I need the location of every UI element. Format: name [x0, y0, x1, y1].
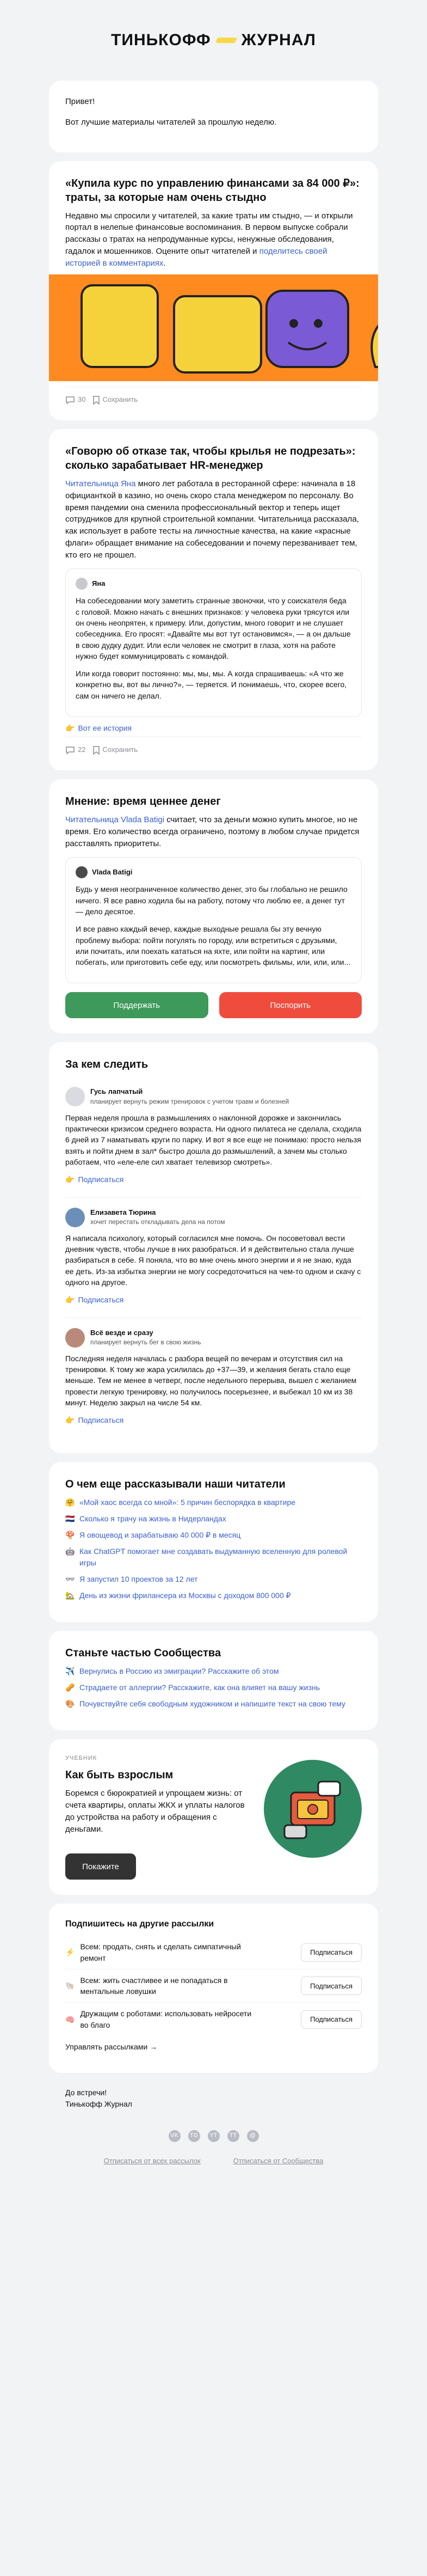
header-logo[interactable]: [0, 0, 427, 81]
subscribe-button[interactable]: Подписаться: [301, 1977, 362, 1995]
shell-icon: 🐚: [65, 1981, 75, 1990]
newsletter-row: [65, 2002, 362, 2036]
follow-name[interactable]: Всё везде и сразу: [90, 1328, 153, 1337]
subscribe-title: Подпишитесь на другие рассылки: [65, 1919, 214, 1929]
telegram-icon[interactable]: TG: [188, 2130, 200, 2142]
vk-icon[interactable]: VK: [169, 2130, 181, 2142]
pointer-icon: 👉: [65, 1175, 75, 1184]
quote-author: Vlada Batigi: [92, 867, 133, 876]
follow-goal: планирует вернуть режим тренировок с учетом травм и болезней: [90, 1098, 289, 1106]
subscribe-link[interactable]: 👉 Подписаться: [65, 1294, 362, 1305]
follow-title: За кем следить: [65, 1058, 148, 1071]
list-item[interactable]: 🤗 «Мой хаос всегда со мной»: 5 причин беспорядка в квартире: [65, 1497, 362, 1508]
intro-text: Вот лучшие материалы читателей за прошлую неделю.: [65, 117, 277, 127]
list-item[interactable]: 🏡 День из жизни фрилансера из Москвы с доходом 800 000 ₽: [65, 1590, 362, 1601]
opinion-text: Читательница Vlada Batigi считает, что за деньги можно купить многое, но не время. Его количество всегда ограничено, поэтому в любом случае придется расставлять приоритеты.: [65, 815, 360, 848]
hug-icon: 🤗: [65, 1497, 75, 1507]
subscribe-button[interactable]: Подписаться: [301, 2010, 362, 2029]
list-item[interactable]: 👓 Я запустил 10 проектов за 12 лет: [65, 1574, 362, 1584]
quote-paragraph: На собеседовании могу заметить странные звоночки, что у соискателя беда с головой. Можно начать с внешних признаков: у человека руки трясутся или он очень неопрятен, к примеру. Или, допустим, много говорит и не слушает собеседника. Его просят: «Давайте мы вот тут остановимся», — а он дальше в свою дудку дудит. Или если человек не смотрит в глаза, хотя на работе нужно будет коммуницировать с командой.: [76, 596, 351, 660]
greeting: Привет!: [65, 97, 95, 106]
logo-mark-icon: [216, 34, 236, 46]
read-more[interactable]: 👉 Вот ее история: [65, 723, 362, 733]
follow-card: [49, 1042, 378, 1453]
author-link[interactable]: Читательница Яна: [65, 479, 136, 489]
avatar: [65, 1208, 85, 1227]
follow-goal: хочет перестать откладывать дела на потом: [90, 1218, 225, 1226]
avatar: [76, 866, 88, 878]
footer-sign: Тинькофф Журнал: [65, 2099, 132, 2108]
subscribe-link[interactable]: 👉 Подписаться: [65, 1174, 362, 1185]
avatar: [76, 578, 88, 590]
story-card-2: [49, 429, 378, 770]
avatar: [65, 1328, 85, 1348]
avatar: [65, 1087, 85, 1106]
bookmark-icon: [93, 746, 100, 755]
list-item[interactable]: 🥜 Страдаете от аллергии? Расскажите, как она влияет на вашу жизнь: [65, 1682, 362, 1693]
newsletter-desc: Всем: продать, снять и сделать симпатичный ремонт: [80, 1942, 241, 1962]
mushroom-icon: 🍄: [65, 1531, 75, 1540]
tiktok-icon[interactable]: TT: [227, 2130, 239, 2142]
section-tag: УЧЕБНИК: [65, 1754, 97, 1761]
story-link[interactable]: поделитесь своей историей в комментариях: [65, 246, 327, 268]
unsubscribe-all-link[interactable]: Отписаться от всех рассылок: [103, 2156, 201, 2165]
unsubscribe-links: [65, 2156, 362, 2167]
story-text: Читательница Яна много лет работала в ресторанной сфере: начинала в 18 официанткой в казино, но очень скоро стала менеджером по персоналу. Во время пандемии она сменила профессиональный вектор и теперь ищет сотрудников для крупной строительной компании. Читательница рассказала, как использует в работе тесты на личностные качества, на какие «красные флаги» обращает внимание на собеседовании и почему перезванивает тем, кто его не прошел.: [65, 479, 359, 560]
textbook-text: Боремся с бюрократией и упрощаем жизнь: от счета квартиры, оплаты ЖКХ и уплаты налогов до устройства на работу и обращения с деньгами.: [65, 1789, 245, 1834]
opinion-title[interactable]: Мнение: время ценнее денег: [65, 796, 221, 808]
list-item[interactable]: 🇳🇱 Сколько я трачу на жизнь в Нидерландах: [65, 1513, 362, 1524]
follow-name[interactable]: Гусь лапчатый: [90, 1087, 143, 1096]
comment-icon: [65, 746, 75, 755]
agree-button[interactable]: Поддержать: [65, 992, 208, 1018]
social-links: [65, 2130, 362, 2142]
follow-goal: планирует вернуть бег в свою жизнь: [90, 1338, 201, 1347]
story-meta: [65, 737, 362, 755]
documents-icon: [264, 1760, 362, 1858]
follow-text: Первая неделя прошла в размышлениях о наклонной дорожке и закончилась практически кризисом среднего возраста. Ни одного пилатеса не сделала, сходила 6 дней из 7 наматывать круги по парку. И вот я все еще не понимаю: просто нельзя взять и пойти днем в зал* быстро дошла до размышлений, а зачем мы столько работаем, что «еле-еле сил хватает телевизор смотреть».: [65, 1113, 362, 1166]
brain-icon: 🧠: [65, 2015, 75, 2024]
flag-icon: 🇳🇱: [65, 1514, 75, 1523]
comments-count[interactable]: 30: [65, 395, 85, 405]
newsletter-desc: Дружащим с роботами: использовать нейросети во благо: [80, 2009, 252, 2029]
unsubscribe-community-link[interactable]: Отписаться от Сообщества: [233, 2156, 324, 2165]
footer-bye: До встречи!: [65, 2088, 107, 2097]
story-meta: [65, 387, 362, 405]
disagree-button[interactable]: Поспорить: [219, 992, 362, 1018]
save-button[interactable]: Сохранить: [93, 745, 138, 755]
story-illustration[interactable]: [49, 274, 378, 381]
intro-card: [49, 81, 378, 152]
bookmark-icon: [93, 396, 100, 405]
money-illustration-icon: [49, 274, 378, 381]
pointer-icon: 👉: [65, 1416, 75, 1425]
list-item[interactable]: 🤖 Как ChatGPT помогает мне создавать выдуманную вселенную для ролевой игры: [65, 1547, 348, 1567]
newsletter-row: [65, 1969, 362, 2003]
story-card-1: [49, 161, 378, 421]
email-icon[interactable]: @: [247, 2130, 259, 2142]
textbook-title[interactable]: Как быть взрослым: [65, 1769, 174, 1782]
pointer-icon: 👉: [65, 724, 75, 733]
author-link[interactable]: Читательница Vlada Batigi: [65, 815, 165, 825]
follow-item: [65, 1197, 362, 1318]
save-button[interactable]: Сохранить: [93, 395, 138, 405]
list-item[interactable]: ✈️ Вернулись в Россию из эмиграции? Расскажите об этом: [65, 1666, 362, 1676]
list-item[interactable]: 🎨 Почувствуйте себя свободным художником и напишите текст на свою тему: [65, 1698, 362, 1709]
quote-paragraph: И все равно каждый вечер, каждые выходные решала бы эту вечную проблему выбора: пойти погулять по городу, или встретиться с друзьями, или почитать, или поехать кататься на яхте, или пойти на картинг, или побегать, или приготовить себе еду, или посмотреть фильмы, или, или, или...: [76, 925, 351, 967]
discussed-card: [49, 1462, 378, 1622]
logo-text-left: ТИНЬКОФФ: [111, 31, 211, 50]
discussed-title: О чем еще рассказывали наши читатели: [65, 1478, 286, 1490]
show-button[interactable]: Покажите: [65, 1853, 136, 1880]
lightning-icon: ⚡: [65, 1948, 75, 1957]
subscribe-card: [49, 1904, 378, 2073]
follow-text: Последняя неделя началась с разбора вещей по вечерам и отсутствия сил на тренировки. К тому же жара усилилась до +37—39, и желания бегать стало еще меньше. Тем не менее в четверг, после недельного перерыва, вышел с желанием провести легкую тренировку, но получилось посерьезнее, и выбежал 10 км из 38 минут. Неделю закрыл на числе 54 км.: [65, 1354, 357, 1407]
footer: [49, 2082, 378, 2181]
quote-block: [65, 857, 362, 983]
logo-text-right: ЖУРНАЛ: [241, 31, 316, 50]
follow-item: [65, 1077, 362, 1197]
story-title[interactable]: «Говорю об отказе так, чтобы крылья не подрезать»: сколько зарабатывает HR-менеджер: [65, 445, 356, 472]
manage-link[interactable]: Управлять рассылками →: [65, 2042, 158, 2052]
quote-author: Яна: [92, 579, 106, 588]
robot-icon: 🤖: [65, 1547, 75, 1556]
subscribe-button[interactable]: Подписаться: [301, 1943, 362, 1962]
newsletter-row: [65, 1936, 362, 1969]
story-title[interactable]: «Купила курс по управлению финансами за 84 000 ₽»: траты, за которые нам очень стыдно: [65, 177, 360, 204]
newsletter-desc: Всем: жить счастливее и не попадаться в ментальные ловушки: [80, 1975, 228, 1996]
community-title: Станьте частью Сообщества: [65, 1647, 221, 1659]
quote-block: [65, 568, 362, 717]
list-item[interactable]: 🍄 Я овощевод и зарабатываю 40 000 ₽ в месяц: [65, 1529, 362, 1540]
textbook-illustration: [264, 1760, 362, 1858]
comments-count[interactable]: 22: [65, 745, 85, 755]
comment-icon: [65, 396, 75, 405]
follow-name[interactable]: Елизавета Тюрина: [90, 1208, 156, 1216]
quote-paragraph: Или когда говорит постоянно: мы, мы, мы. А когда спрашиваешь: «А что же конкретно вы, вот вы лично?», — теряется. И понимаешь, что, скорее всего, сам он ничего не делал.: [76, 669, 347, 700]
peanut-icon: 🥜: [65, 1682, 75, 1692]
follow-text: Я написала психологу, который согласился мне помочь. Он посоветовал вести дневник чувств, чтобы лучше в них разобраться. И я действительно стала лучше разбираться в себе. Я поняла, что во мне очень много энергии и я не знаю, куда ее деть. Из-за избытка энергии не могу сосредоточиться на чем-то одном и скачу с одного на другое.: [65, 1233, 361, 1287]
follow-item: [65, 1318, 362, 1438]
palette-icon: 🎨: [65, 1699, 75, 1709]
opinion-card: [49, 779, 378, 1033]
youtube-icon[interactable]: YT: [208, 2130, 220, 2142]
story-text: Недавно мы спросили у читателей, за какие траты им стыдно, — и открыли портал в нелепые финансовые воспоминания. В первом выпуске собрали рассказы о тратах на непродуманные курсы, ненужные обследования, гадалок и мошенников. Оцените опыт читателей и поделитесь своей историей в комментариях.: [65, 211, 353, 268]
plane-icon: ✈️: [65, 1666, 75, 1675]
poll: [65, 992, 362, 1018]
pointer-icon: 👉: [65, 1295, 75, 1305]
house-icon: 🏡: [65, 1591, 75, 1600]
subscribe-link[interactable]: 👉 Подписаться: [65, 1415, 362, 1425]
textbook-card: [49, 1739, 378, 1895]
quote-paragraph: Будь у меня неограниченное количество денег, это бы глобально не решило ничего. Я все равно ходила бы на работу, потому что люблю ее, а денег тут — дело десятое.: [76, 885, 348, 916]
glasses-icon: 👓: [65, 1575, 75, 1584]
community-card: [49, 1631, 378, 1730]
